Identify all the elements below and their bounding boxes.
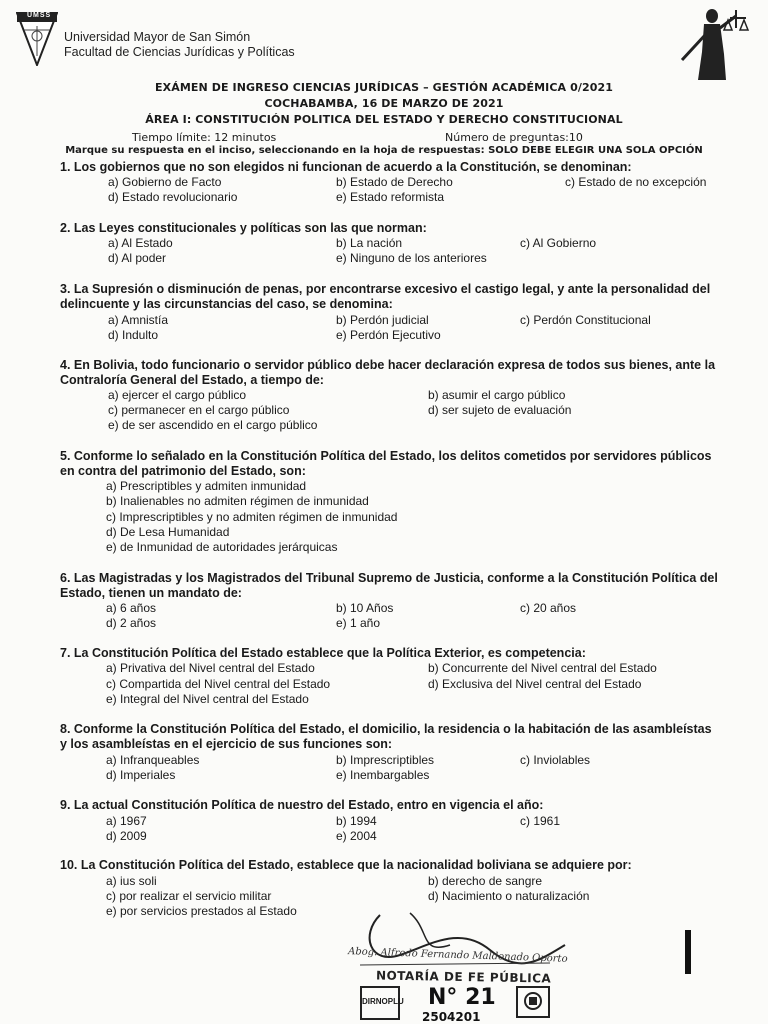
q10-option-a: a) ius soli [106,874,157,888]
notary-number: N° 21 [428,985,496,1010]
signature-text: Abog. Alfredo Fernando Maldonado Oporto [347,946,568,965]
university-name: Universidad Mayor de San Simón [64,30,251,44]
q9-option-c: c) 1961 [520,814,561,828]
q1-option-b: b) Estado de Derecho [336,175,453,189]
q6-option-b: b) 10 Años [336,601,394,615]
q9-option-a: a) 1967 [106,814,147,828]
q5-option-d: d) De Lesa Humanidad [106,525,230,539]
q9-option-e: e) 2004 [336,829,377,843]
question-2: 2. Las Leyes constitucionales y políticas son las que norman: [60,221,427,235]
question-7: 7. La Constitución Política del Estado establece que la Política Exterior, es competencia: [60,646,586,660]
justice-statue-icon [676,4,752,82]
q1-option-c: c) Estado de no excepción [565,175,707,189]
q2-option-b: b) La nación [336,236,403,250]
q3-option-c: c) Perdón Constitucional [520,313,651,327]
faculty-name: Facultad de Ciencias Jurídicas y Políticas [64,45,295,59]
coat-of-arms-icon [515,985,551,1019]
instructions: Marque su respuesta en el inciso, seleccionando en la hoja de respuestas: SOLO DEBE ELEGIR UNA SOLA OPCIÓN [65,145,703,156]
q8-option-e: e) Inembargables [336,768,430,782]
time-limit: Tiempo límite: 12 minutos [132,131,277,144]
q8-option-a: a) Infranqueables [106,753,200,767]
q10-option-b: b) derecho de sangre [428,874,543,888]
q1-option-a: a) Gobierno de Facto [108,175,222,189]
q5-option-e: e) de Inmunidad de autoridades jerárquicas [106,540,338,554]
question-4-line2: Contraloría General del Estado, a tiempo de: [60,373,324,387]
q3-option-b: b) Perdón judicial [336,313,429,327]
q4-option-c: c) permanecer en el cargo público [108,403,290,417]
question-4-line1: 4. En Bolivia, todo funcionario o servidor público debe hacer declaración expresa de todos sus bienes, ante la [60,358,716,372]
q1-option-d: d) Estado revolucionario [108,190,238,204]
q4-option-d: d) ser sujeto de evaluación [428,403,572,417]
q6-option-d: d) 2 años [106,616,157,630]
q3-option-a: a) Amnistía [108,313,169,327]
question-6-line2: Estado, tienen un mandato de: [60,586,242,600]
q3-option-d: d) Indulto [108,328,159,342]
question-8-line1: 8. Conforme la Constitución Política del Estado, el domicilio, la residencia o la habitación de las asambleístas [60,722,712,736]
notary-seal-left [360,986,404,1020]
q3-option-e: e) Perdón Ejecutivo [336,328,441,342]
q2-option-d: d) Al poder [108,251,167,265]
q4-option-e: e) de ser ascendido en el cargo público [108,418,318,432]
question-6-line1: 6. Las Magistradas y los Magistrados del Tribunal Supremo de Justicia, conforme a la Constitución Política del [60,571,718,585]
q10-option-c: c) por realizar el servicio militar [106,889,272,903]
q7-option-d: d) Exclusiva del Nivel central del Estado [428,677,642,691]
q2-option-a: a) Al Estado [108,236,173,250]
q6-option-c: c) 20 años [520,601,577,615]
question-3-line1: 3. La Supresión o disminución de penas, por encontrarse excesivo el castigo legal, y ante la personalidad del [60,282,711,296]
q2-option-e: e) Ninguno de los anteriores [336,251,487,265]
q5-option-b: b) Inalienables no admiten régimen de inmunidad [106,494,369,508]
q6-option-e: e) 1 año [336,616,381,630]
question-5-line1: 5. Conforme lo señalado en la Constitución Política del Estado, los delitos cometidos por servidores públicos [60,449,712,463]
q7-option-e: e) Integral del Nivel central del Estado [106,692,309,706]
notary-code: 2504201 [422,1010,481,1024]
question-8-line2: y los asambleístas en el ejercicio de sus funciones son: [60,737,393,751]
question-3-line2: delincuente y las circunstancias del caso, se denomina: [60,297,393,311]
q9-option-b: b) 1994 [336,814,377,828]
num-questions: Número de preguntas:10 [445,131,583,144]
question-9: 9. La actual Constitución Política de nuestro del Estado, entro en vigencia el año: [60,798,544,812]
q7-option-b: b) Concurrente del Nivel central del Estado [428,661,657,675]
question-5-line2: en contra del patrimonio del Estado, son: [60,464,306,478]
exam-date: COCHABAMBA, 16 DE MARZO DE 2021 [264,97,504,110]
signature-scribble [340,905,570,975]
q4-option-b: b) asumir el cargo público [428,388,566,402]
question-10: 10. La Constitución Política del Estado, establece que la nacionalidad boliviana se adquiere por: [60,858,632,872]
q8-option-d: d) Imperiales [106,768,176,782]
q6-option-a: a) 6 años [106,601,157,615]
seal-text: DIRNOPLU [362,997,404,1006]
q8-option-b: b) Imprescriptibles [336,753,435,767]
q4-option-a: a) ejercer el cargo público [108,388,247,402]
q5-option-a: a) Prescriptibles y admiten inmunidad [106,479,307,493]
q7-option-c: c) Compartida del Nivel central del Estado [106,677,331,691]
q8-option-c: c) Inviolables [520,753,591,767]
exam-area: ÁREA I: CONSTITUCIÓN POLITICA DEL ESTADO Y DERECHO CONSTITUCIONAL [145,113,623,126]
notary-title: NOTARÍA DE FE PÚBLICA [375,968,552,986]
q10-option-d: d) Nacimiento o naturalización [428,889,590,903]
q2-option-c: c) Al Gobierno [520,236,597,250]
q9-option-d: d) 2009 [106,829,147,843]
exam-title: EXÁMEN DE INGRESO CIENCIAS JURÍDICAS – GESTIÓN ACADÉMICA 0/2021 [155,81,613,94]
question-1: 1. Los gobiernos que no son elegidos ni funcionan de acuerdo a la Constitución, se denominan: [60,160,632,174]
q10-option-e: e) por servicios prestados al Estado [106,904,297,918]
margin-mark [685,930,691,974]
q7-option-a: a) Privativa del Nivel central del Estado [106,661,315,675]
q1-option-e: e) Estado reformista [336,190,445,204]
logo-text: UMSS [27,12,52,19]
q5-option-c: c) Imprescriptibles y no admiten régimen de inmunidad [106,510,398,524]
university-logo [16,12,58,66]
